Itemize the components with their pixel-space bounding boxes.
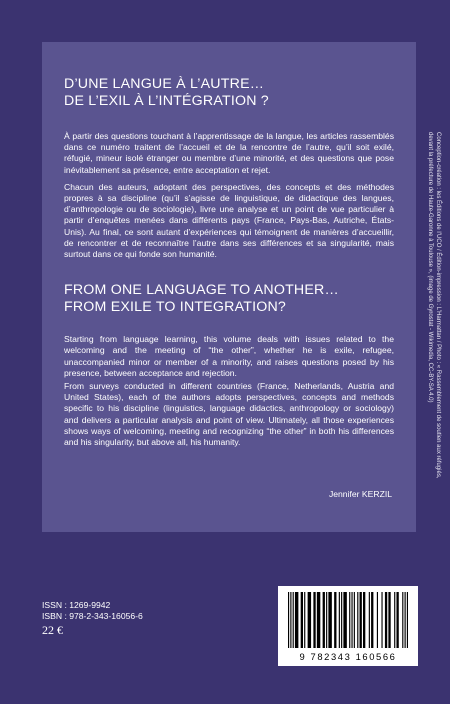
- barcode-bar: [357, 592, 358, 648]
- barcode-bar: [407, 592, 408, 648]
- barcode-bars: [288, 592, 408, 648]
- french-paragraph-1: À partir des questions touchant à l’apprentissage de la langue, les articles rassemblés dans ce numéro traitent de l’accueil et de la rencontre de l’autre, qu’il soit exilé, réfugié, mineur isolé étranger ou membre d’une minorité, et des questions que pose inévitablement sa présence, entre acceptation et rejet.: [64, 131, 394, 175]
- credits-text: [418, 132, 442, 532]
- english-title-line1: FROM ONE LANGUAGE TO ANOTHER…: [64, 282, 339, 299]
- barcode-bar: [339, 592, 340, 648]
- barcode-bar: [377, 592, 378, 648]
- credits-line-1: Conception-création : les Éditions de l’UCO / Édition-impression : L’Harmattan / Photo : « Rassemblement de soutien aux réfugiés,: [435, 132, 441, 479]
- barcode-bar: [394, 592, 395, 648]
- barcode-bar: [360, 592, 362, 648]
- credits-vertical: [418, 132, 442, 532]
- credits-line-2: devant la préfecture de Haute-Garonne à Toulouse », (image de Gyrostat - Wikimedia, CC-BY-SA 4.0): [427, 132, 433, 403]
- issn-text: ISSN : 1269-9942: [42, 600, 111, 610]
- text-panel: [42, 42, 416, 532]
- barcode-bar: [326, 592, 327, 648]
- barcode-bar: [363, 592, 365, 648]
- price-text: 22 €: [42, 623, 63, 637]
- barcode-bar: [301, 592, 303, 648]
- barcode-bar: [381, 592, 382, 648]
- barcode-bar: [385, 592, 387, 648]
- barcode-bar: [313, 592, 315, 648]
- barcode-bar: [402, 592, 403, 648]
- english-paragraph-2: From surveys conducted in different countries (France, Netherlands, Austria and United States), each of the authors adopts perspectives, concepts and methods specific to his discipline (linguistics, language didactics, anthropology or sociology) and delivers a particular analysis and point of view. Ultimately, all those experiences shows ways of welcoming, meeting and recognizing “the other” in both his differences and his singularity, but above all, his humanity.: [64, 381, 394, 448]
- french-title: [64, 76, 394, 110]
- barcode-bar: [351, 592, 352, 648]
- barcode-bar: [328, 592, 331, 648]
- barcode-bar: [308, 592, 311, 648]
- barcode-bar: [388, 592, 390, 648]
- english-paragraph-1: Starting from language learning, this volume deals with issues related to the welcoming and the meeting of “the other”, whether he is exile, refugee, unaccompanied minor or member of a minority, and raises questions posed by his presence, between acceptance and rejection.: [64, 334, 394, 378]
- barcode-bar: [371, 592, 373, 648]
- barcode-bar: [341, 592, 342, 648]
- barcode-number: 9 782343 160566: [299, 651, 397, 662]
- barcode-bar: [288, 592, 289, 648]
- barcode-bar: [293, 592, 294, 648]
- barcode-bar: [349, 592, 350, 648]
- english-title: [64, 282, 394, 316]
- barcode: [278, 586, 418, 666]
- barcode-bar: [369, 592, 370, 648]
- french-paragraph-2: Chacun des auteurs, adoptant des perspectives, des concepts et des méthodes propres à sa discipline (qu’il s’agisse de linguistique, de didactique des langues, d’anthropologie ou de sociologie), livre une analyse et un point de vue particulier à partir d’enquêtes menées dans différents pays (France, Pays-Bas, Autriche, États-Unis). Au final, ce sont autant d’expériences qui témoignent de manières d’accueillir, de rencontrer et de reconnaître l’autre dans ses différences et sa singularité, mais surtout dans ce qui fonde son humanité.: [64, 181, 394, 260]
- barcode-bar: [354, 592, 355, 648]
- isbn-text: ISBN : 978-2-343-16056-6: [42, 611, 143, 621]
- french-title-line1: D’UNE LANGUE À L’AUTRE…: [64, 76, 265, 92]
- barcode-bar: [405, 592, 406, 648]
- isbn-block: [42, 600, 143, 636]
- barcode-bar: [343, 592, 346, 648]
- barcode-bar: [396, 592, 398, 648]
- french-title-line2: DE L’EXIL À L’INTÉGRATION ?: [64, 93, 269, 109]
- barcode-bar: [334, 592, 336, 648]
- barcode-bar: [323, 592, 325, 648]
- barcode-bar: [317, 592, 320, 648]
- author-name: Jennifer KERZIL: [328, 489, 392, 499]
- english-title-line2: FROM EXILE TO INTEGRATION?: [64, 299, 286, 316]
- barcode-bar: [295, 592, 298, 648]
- barcode-bar: [290, 592, 291, 648]
- barcode-bar: [304, 592, 305, 648]
